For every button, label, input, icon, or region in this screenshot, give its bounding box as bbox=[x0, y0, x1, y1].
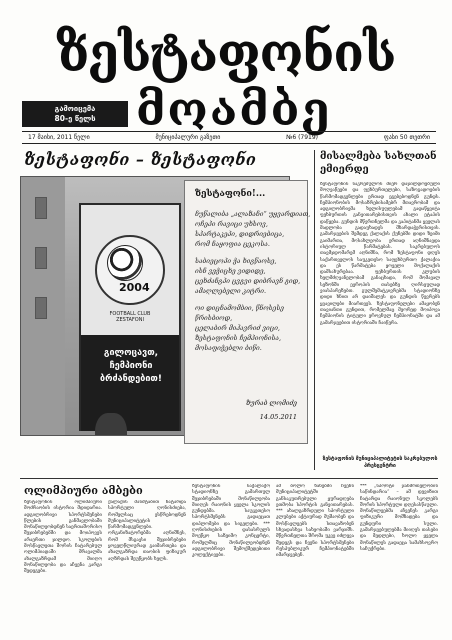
poem-line: ისნ ვეჭიცხე ვიდიდე, bbox=[195, 267, 266, 275]
poem-line: ოი დიცნამომბიი, წნოსესე bbox=[195, 304, 284, 312]
football-icon bbox=[107, 245, 143, 281]
poem-stanza-1 bbox=[195, 209, 311, 249]
main-headline: ზესტაფონი – ზესტაფონი bbox=[24, 150, 257, 169]
poem-line: მოსაფიჭებლი ბიწი. bbox=[195, 344, 262, 352]
poem-line: ნუწალიბა „ალაზანი“ უყვარდიათ, bbox=[195, 210, 311, 218]
paper-price: ფასი 50 თეთრი bbox=[383, 134, 430, 141]
right-article-title: მისალმება სახლთან ემიერდე bbox=[320, 151, 437, 175]
window bbox=[35, 247, 47, 269]
poem-box bbox=[184, 180, 311, 444]
club-banner bbox=[79, 203, 181, 431]
club-name: FOOTBALL CLUB ZESTAFONI bbox=[109, 311, 151, 323]
right-article-body: ზესტაფონის საკრებულოს მიერ დაჯილდოებული მოღვაწეები და ფეხბურთელები, საზოგადოების წარმომადგენლები ერთად ეგებებოდნენ გუნდს. ჩემპიონობის მოსაზრებისამებრ მთავრობამ და ადგილობრივმა ხელისუფლებამ გადაწყვიტა ფეხბურთის განვითარებისთვის ახალი ეტაპის დაწყება. გუნდის მწვრთნელმა და კაპიტანმა ყველას მადლობა გადაუხადეს მხარდაჭერისთვის. გამარჯვების შემდეგ ქალაქის ქუჩებში დიდი ზეიმი გაიმართა, მოსახლეობა ერთად აღნიშნავდა ისტორიულ წარმატებას. საკრებულოს თავმჯდომარემ აღნიშნა, რომ ზესტაფონი დღეს საქართველოს საუკეთესო საფეხბურთო ქალაქია და ეს წარმატება ყოველი მოქალაქის დამსახურებაა. ფეხბურთის კლუბის ხელმძღვანელობამ განაცხადა, რომ მომავალ სეზონში ევროპის თასებზე ღირსეულად ვიასპარეზებთ. გულშემატკივრებმა სტადიონზე დიდი ხნით არ დაიშალეს და გუნდის წევრებს ყვავილები მიართვეს. ზესტაფონელები ამაყობენ თავიანთი გუნდით, რომელმაც მეორედ მოიპოვა ჩემპიონის ტიტული ეროვნულ ჩემპიონატში და ამ გამარჯვებით ისტორიაში ჩაიწერა. bbox=[320, 182, 440, 326]
banner-slogan: გილოცავთ, ჩემპიონი ბრძანდებით! bbox=[100, 348, 162, 384]
article-column-2: ქალაქის მასშტაბით ჩატარდა სპორტული ღონისძიება, რომელსაც ესწრებოდნენ მუნიციპალიტეტის წარმომადგენლები. ორგანიზატორებმა აღნიშნეს, რომ მსგავსი შეჯიბრებები ყოველწლიურად გაიმართება და ახალგაზრდა თაობის ფიზიკურ აღზრდას შეუწყობს ხელს. bbox=[108, 500, 186, 562]
poem-line: ამაღლებელი კიტრი. bbox=[195, 287, 267, 295]
badge-line-2: 80-ე წელს bbox=[54, 114, 96, 123]
badge-line-1: გამოიცემა bbox=[54, 104, 96, 113]
club-year: 2004 bbox=[119, 281, 150, 294]
masthead-badge bbox=[22, 101, 128, 127]
right-article-caption: ზესტაფონის მუნიციპალიტეტის საკრებულოს პრესცენტრი bbox=[322, 456, 438, 469]
masthead-title-top: ზესტაფონის bbox=[56, 21, 396, 84]
poem-line: სპარტაკეპი, დიდრიებიცა, bbox=[195, 230, 285, 238]
bottom-article-title: ოლიმპიური ამბები bbox=[24, 484, 143, 497]
date-strip bbox=[22, 131, 436, 144]
poem-author: ზურაბ ლომიძე bbox=[245, 399, 297, 407]
poem-stanza-3 bbox=[195, 303, 297, 353]
poem-line: საბიეცოპი ჭა ხიგწაოსე, bbox=[195, 257, 277, 265]
poem-line: ცეხძანგპი ცვგვი დიბრავნ გიდ, bbox=[195, 277, 301, 285]
article-column-1: ზესტაფონის ოლიმპიური მოძრაობის ისტორია მდიდარია. ადგილობრივი სპორტსმენები წლების განმავლობაში მონაწილეობდნენ საერთაშორისო შეჯიბრებებში და მოიპოვეს არაერთი ჯილდო. სკოლების მოსწავლეთა შორის ჩატარებულ ოლიმპიადაში მრავალმა ახალგაზრდამ მიიღო მონაწილეობა და აჩვენა კარგი შედეგები. bbox=[24, 500, 102, 575]
article-column-3: ზესტაფონის საქალაქო სტადიონზე გამართულ შეჯიბრებაში მონაწილეობა მიიღეს რაიონის ყველა სკოლის გუნდებმა. საუკეთესო სპორტსმენებს გადაეცათ დიპლომები და სიგელები. *** ღონისძიების დასასრულს მოეწყო საზეიმო კონცერტი, რომელშიც მონაწილეობდნენ ადგილობრივი შემოქმედებითი კოლექტივები. bbox=[192, 484, 270, 559]
article-column-4: ამ ბოლო ხანებში ჩვენს მუნიციპალიტეტში განსაკუთრებული ყურადღება ეთმობა სპორტის განვითარებას. *** ახალგაზრდული სპორტული კლუბები აქტიურად მუშაობენ და მოსწავლეებს სთავაზობენ სხვადასხვა სახეობაში ვარჯიშს. მწვრთნელთა შრომა უკვე იძლევა შედეგს და ჩვენი სპორტსმენები რესპუბლიკურ ჩემპიონატებში იმარჯვებენ. bbox=[276, 484, 354, 559]
poem-date: 14.05.2011 bbox=[259, 413, 297, 421]
poem-line: ოჩეპი რავიცი უხსოვ, bbox=[195, 220, 268, 228]
window bbox=[35, 197, 47, 219]
trophy-icon bbox=[95, 413, 127, 436]
poem-title: ზესტაფონი!... bbox=[195, 189, 266, 199]
issue-date: 17 მაისი, 2011 წელი bbox=[28, 134, 90, 141]
window bbox=[35, 297, 47, 319]
article-column-5: *** „სპორტი ჯანმრთელობის საწინდარია“ – ამ დევიზით ჩატარდა რაიონულ სკოლებს შორის სპორტული დღესასწაული. მონაწილეებმა აჩვენეს კარგი ფიზიკური მომზადება და გუნდური სული. გამარჯვებულებმა მიიღეს თასები და მედლები, ხოლო ყველა მონაწილეს გადაეცა სამახსოვრო საჩუქრები. bbox=[360, 484, 438, 552]
poem-line: ზესტაფონის ჩემპიონისა, bbox=[195, 334, 282, 342]
poem-line: წრისბიოდ, bbox=[195, 314, 233, 322]
issue-number: №6 (7919) bbox=[286, 134, 319, 141]
section-divider bbox=[20, 478, 438, 479]
poem-line: ცელაბირ მიჰავრიძ ვიცი, bbox=[195, 324, 280, 332]
column-divider bbox=[314, 150, 315, 470]
masthead-title-bottom: მოამბე bbox=[136, 82, 332, 136]
paper-tag: მუნიციპალური გაზეთი bbox=[155, 134, 221, 141]
poem-line: რომ ნაყოფია ცეკოსა. bbox=[195, 240, 270, 248]
poem-stanza-2 bbox=[195, 256, 301, 296]
